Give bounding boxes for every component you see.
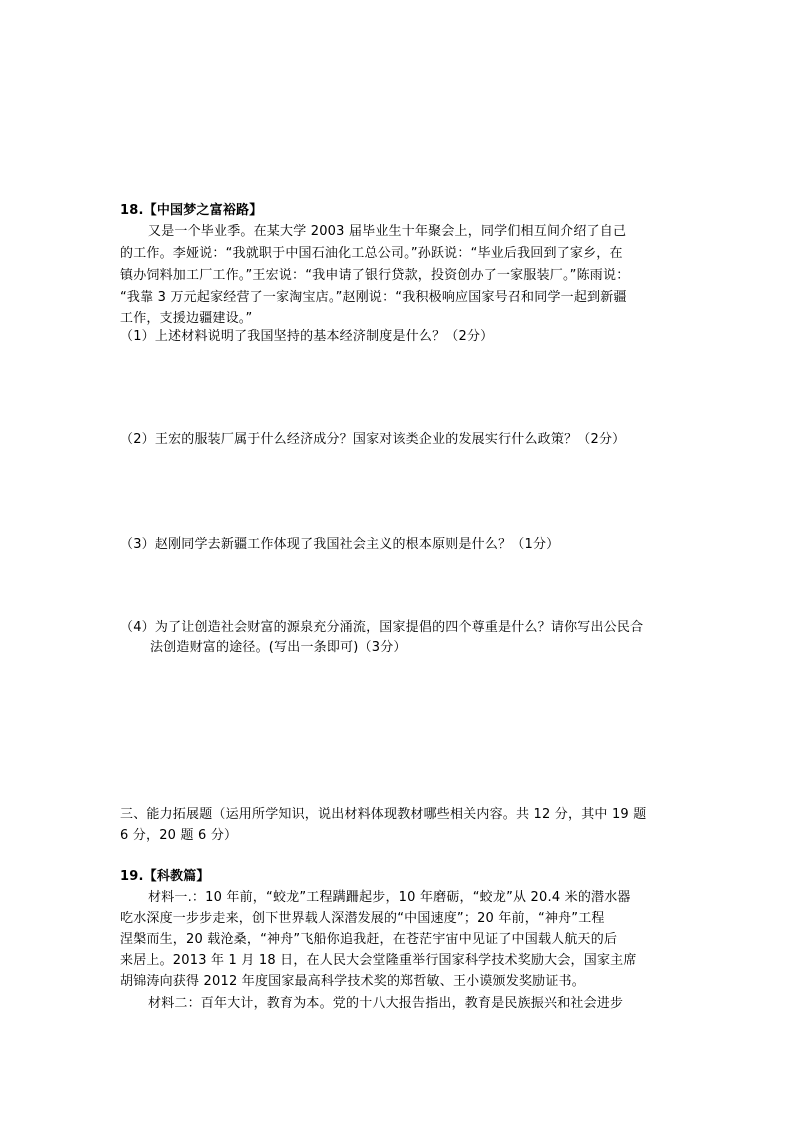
q18-subquestion-3: （3）赵刚同学去新疆工作体现了我国社会主义的根本原则是什么？（1分） [120, 537, 560, 552]
q18-material-line: 又是一个毕业季。在某大学 2003 届毕业生十年聚会上，同学们相互间介绍了自己 [148, 224, 627, 239]
section-3-heading: 三、能力拓展题（运用所学知识，说出材料体现教材哪些相关内容。共 12 分，其中 19 题 [120, 807, 647, 822]
q18-subquestion-4: （4）为了让创造社会财富的源泉充分涌流，国家提倡的四个尊重是什么？请你写出公民合 [120, 620, 644, 635]
question-18-title: 18.【中国梦之富裕路】 [120, 203, 263, 218]
q19-material-line: 胡锦涛向获得 2012 年度国家最高科学技术奖的郑哲敏、王小谟颁发奖励证书。 [120, 974, 585, 989]
q19-material-line: 涅槃而生，20 载沧桑，“神舟”飞船你追我赶，在苍茫宇宙中见证了中国载人航天的后 [120, 932, 618, 947]
q18-material-line: 工作，支援边疆建设。” [120, 311, 253, 326]
q19-material-line: 来居上。2013 年 1 月 18 日，在人民大会堂隆重举行国家科学技术奖励大会，国家主席 [120, 953, 637, 968]
q19-material-line: 吃水深度一步步走来，创下世界载人深潜发展的“中国速度”；20 年前，“神舟”工程 [120, 911, 605, 926]
q18-material-line: 镇办饲料加工厂工作。”王宏说：“我申请了银行贷款，投资创办了一家服装厂。”陈雨说： [120, 268, 630, 283]
q19-material-line: 材料一.：10 年前，“蛟龙”工程蹒跚起步，10 年磨砺，“蛟龙”从 20.4 米的潜水器 [148, 890, 631, 905]
q18-material-line: “我靠 3 万元起家经营了一家淘宝店。”赵刚说：“我积极响应国家号召和同学一起到新疆 [120, 290, 627, 305]
q18-subquestion-2: （2）王宏的服装厂属于什么经济成分？国家对该类企业的发展实行什么政策？（2分） [120, 432, 626, 447]
q18-material-line: 的工作。李娅说：“我就职于中国石油化工总公司。”孙跃说：“毕业后我回到了家乡，在 [120, 246, 623, 261]
q18-subquestion-1: （1）上述材料说明了我国坚持的基本经济制度是什么？（2分） [120, 329, 494, 344]
question-19-title: 19.【科教篇】 [120, 869, 210, 884]
q19-material-line: 材料二：百年大计，教育为本。党的十八大报告指出，教育是民族振兴和社会进步 [148, 996, 624, 1011]
q18-subquestion-4-cont: 法创造财富的途径。(写出一条即可)（3分） [150, 640, 407, 655]
section-3-heading-cont: 6 分，20 题 6 分） [120, 828, 238, 843]
